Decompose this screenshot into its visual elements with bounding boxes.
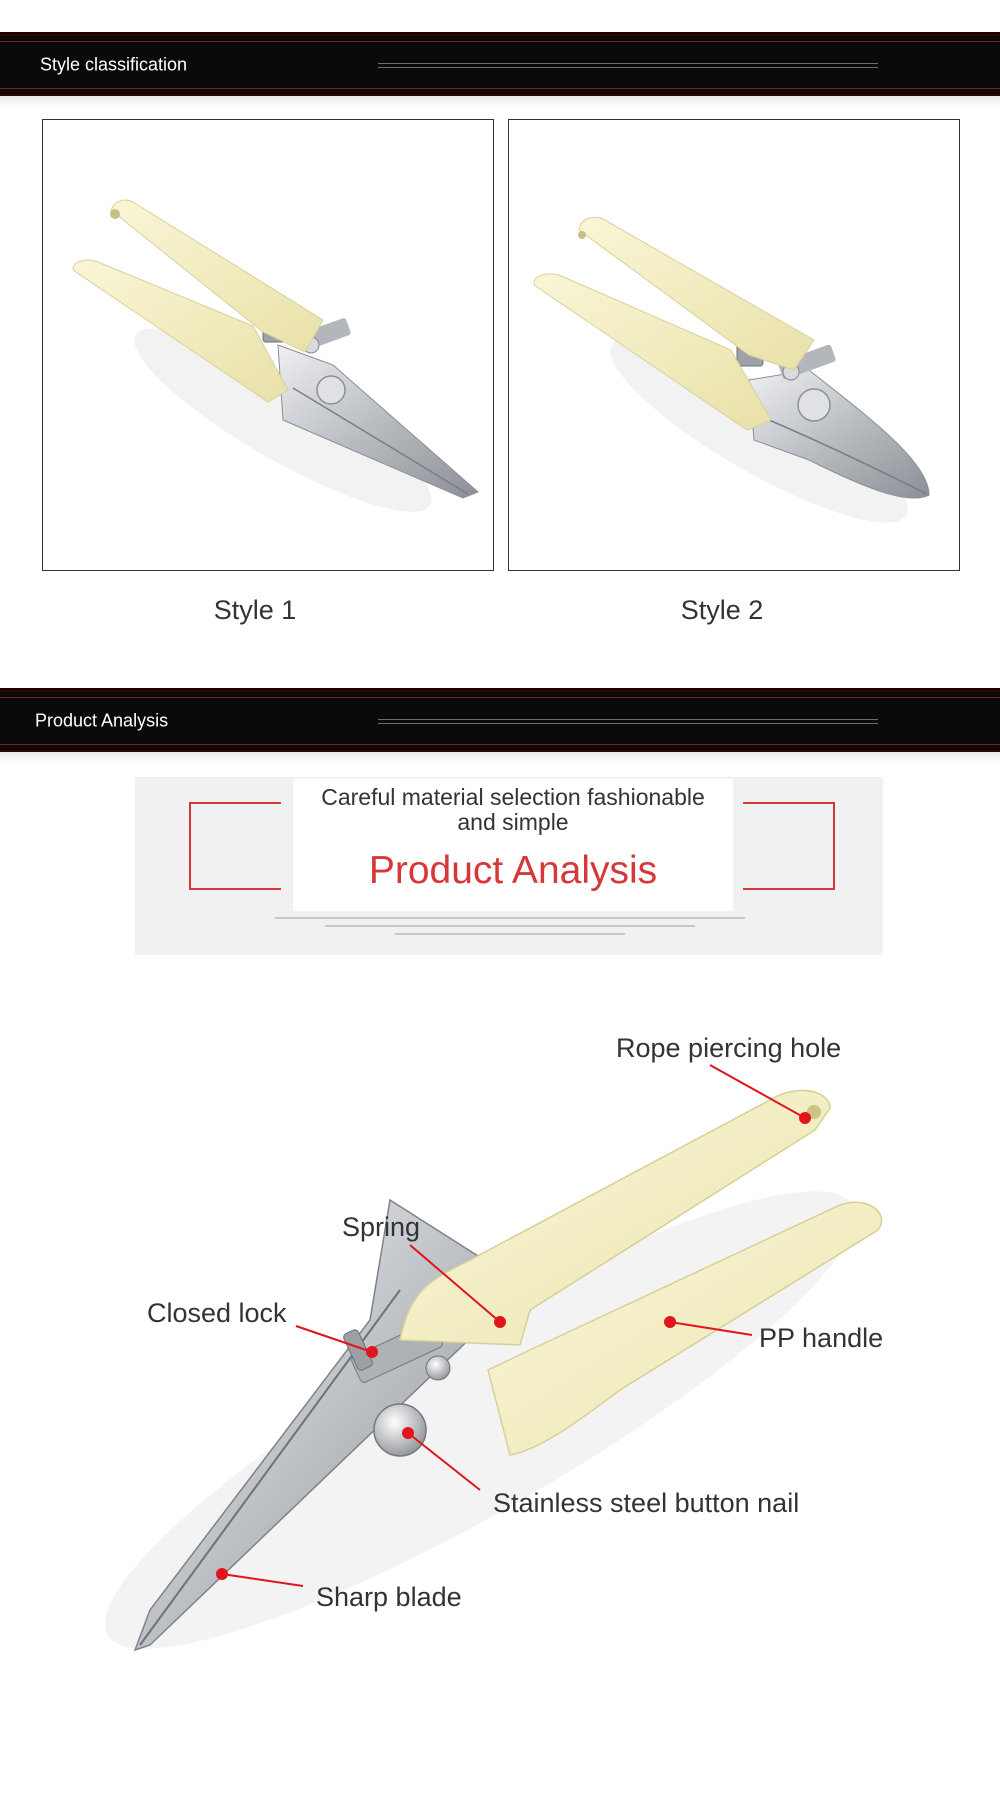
callout-rope-piercing-hole: Rope piercing hole [616, 1033, 842, 1063]
callout-sharp-blade: Sharp blade [316, 1582, 462, 1612]
section-header-product-analysis [0, 688, 1000, 752]
style-2-card[interactable] [508, 119, 960, 571]
bar-shadow [0, 752, 1000, 762]
section-title: Product Analysis [35, 710, 169, 731]
analysis-heading-box [293, 779, 733, 911]
button-nail [374, 1404, 426, 1456]
section-title: Style classification [40, 54, 188, 75]
style-2-pruner-image [509, 120, 961, 572]
callout-button-nail: Stainless steel button nail [493, 1488, 800, 1518]
decorative-lines [378, 63, 878, 69]
bracket-left [189, 802, 281, 890]
pp-handle-marker [664, 1316, 676, 1328]
analysis-subtitle: Careful material selection fashionable and simple [321, 784, 705, 835]
closed-lock-marker [366, 1346, 378, 1358]
callout-closed-lock: Closed lock [147, 1298, 287, 1328]
bracket-right [743, 802, 835, 890]
fine-print-decoration [265, 917, 755, 941]
style-2-caption: Style 2 [680, 595, 764, 625]
button-nail-marker [402, 1427, 414, 1439]
section-header-style-classification [0, 32, 1000, 96]
style-1-caption: Style 1 [213, 595, 297, 625]
drop-shadow [63, 1127, 898, 1713]
analysis-title: Product Analysis [368, 849, 658, 892]
rope-hole-marker [799, 1112, 811, 1124]
sharp-blade-marker [216, 1568, 228, 1580]
decorative-lines [378, 719, 878, 725]
product-diagram [0, 990, 1000, 1760]
spring-marker [494, 1316, 506, 1328]
product-analysis-banner [135, 777, 883, 955]
callout-spring: Spring [342, 1212, 421, 1242]
style-1-card[interactable] [42, 119, 494, 571]
style-1-pruner-image [43, 120, 495, 572]
callout-pp-handle: PP handle [759, 1323, 884, 1353]
bar-shadow [0, 96, 1000, 106]
